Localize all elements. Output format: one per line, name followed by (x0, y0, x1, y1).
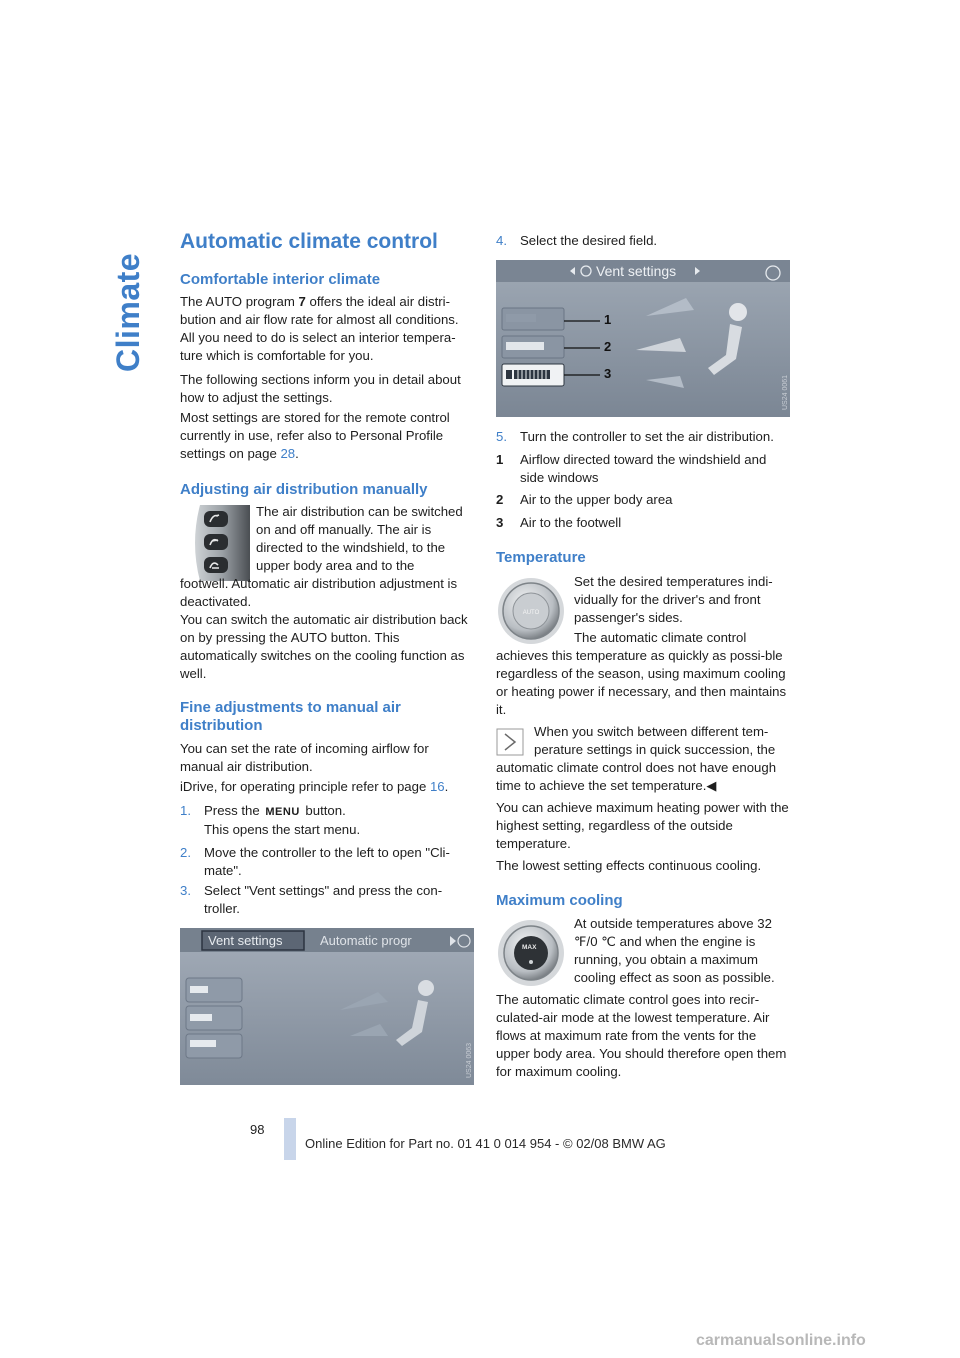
item-1: 1 Airflow directed toward the windshield and side windows (496, 452, 767, 485)
watermark: carmanualsonline.info (696, 1332, 866, 1349)
paragraph-air-distribution-b: footwell. Automatic air distribution adjustment is deactivated. (180, 576, 458, 609)
callout-1: 1 (604, 312, 612, 327)
air-distribution-buttons-image (190, 505, 250, 581)
paragraph-idrive: iDrive, for operating principle refer to page 16. (180, 779, 449, 794)
screen-tab-automatic-program: Automatic progr (320, 933, 412, 948)
step-3: 3. Select "Vent settings" and press the con-troller. (180, 883, 443, 916)
step-5: 5. Turn the controller to set the air distribution. (496, 429, 774, 444)
menu-button-label: MENU (265, 806, 300, 818)
temperature-knob-image (496, 576, 566, 646)
paragraph-auto-program: The AUTO program 7 offers the ideal air distri-bution and air flow rate for almost all conditions. All you need to do is select an interior tempera-ture which is comfortable for you. (180, 294, 459, 363)
vent-settings-screen-overview (180, 928, 474, 1085)
page-number: 98 (250, 1122, 265, 1137)
chapter-title: Climate (110, 252, 146, 372)
item-2: 2 Air to the upper body area (496, 492, 673, 507)
screen-title: Vent settings (596, 263, 677, 279)
paragraph-temperature-a: Set the desired temperatures indi-vidually for the driver's and front passenger's sides. (574, 574, 773, 625)
svg-text:AUTO: AUTO (522, 610, 540, 616)
paragraph-max-heating: You can achieve maximum heating power with the highest setting, regardless of the outside temperature. (496, 800, 789, 851)
subsection-temperature: Temperature (496, 549, 586, 566)
paragraph-auto-button: You can switch the automatic air distribution back on by pressing the AUTO button. This automatically switches on the cooling function as well. (180, 612, 468, 681)
page-link-28[interactable]: 28 (280, 446, 296, 461)
end-of-note-marker: ◀ (706, 778, 717, 793)
page-number-bar (284, 1118, 296, 1160)
screen-tab-vent-settings: Vent settings (208, 933, 283, 948)
edition-footer: Online Edition for Part no. 01 41 0 014 954 - © 02/08 BMW AG (305, 1136, 666, 1151)
paragraph-air-distribution-a: The air distribution can be switched on and off manually. The air is directed to the windshield, to the upper body area and to the (256, 504, 463, 573)
subsection-fine-adjustments: Fine adjustments to manual air distribution (180, 699, 401, 734)
section-heading: Automatic climate control (180, 230, 438, 253)
paragraph-stored-settings: Most settings are stored for the remote control currently in use, refer also to Personal Profile settings on page 28. (180, 410, 450, 461)
chapter-sidebar (104, 226, 156, 378)
callout-3: 3 (604, 366, 612, 381)
step-1: 1. Press the MENU button. This opens the start menu. (180, 803, 361, 837)
paragraph-achieves-a: The automatic climate control (574, 630, 747, 645)
svg-text:US24 0063: US24 0063 (466, 1042, 473, 1078)
paragraph-recirculated-air: The automatic climate control goes into recir-culated-air mode at the lowest temperature. Air flows at maximum rate from the vents for the upper body area. You should therefore open them for maximum cooling. (496, 992, 787, 1079)
paragraph-achieves-b: achieves this temperature as quickly as possi-ble regardless of the season, using maximum cooling or heating power if necessary, and then maintains it. (496, 648, 787, 717)
paragraph-sections-info: The following sections inform you in detail about how to adjust the settings. (180, 372, 461, 405)
subsection-air-distribution: Adjusting air distribution manually (180, 481, 428, 498)
svg-text:US24 0061: US24 0061 (782, 374, 789, 410)
note-temperature-a: When you switch between different tem-perature settings in quick succession, the (534, 724, 776, 757)
callout-2: 2 (604, 339, 612, 354)
subsection-maximum-cooling: Maximum cooling (496, 892, 623, 909)
item-3: 3 Air to the footwell (496, 515, 622, 530)
step-2: 2. Move the controller to the left to open "Cli-mate". (180, 845, 450, 878)
subsection-comfortable-climate: Comfortable interior climate (180, 271, 381, 288)
paragraph-max-cooling-a: At outside temperatures above 32 ℉/0 ℃ and when the engine is running, you obtain a maximum cooling effect as soon as possible. (574, 916, 775, 985)
vent-settings-screen-selection (496, 260, 790, 417)
note-arrow-icon (496, 728, 524, 756)
note-temperature-b: automatic climate control does not have enough time to achieve the set temperature.◀ (496, 760, 777, 793)
paragraph-lowest-setting: The lowest setting effects continuous cooling. (496, 858, 762, 873)
max-cooling-knob-image (496, 918, 566, 988)
step-4: 4. Select the desired field. (496, 233, 658, 248)
page-link-16[interactable]: 16 (429, 779, 445, 794)
max-label: MAX (522, 944, 537, 951)
paragraph-airflow-rate: You can set the rate of incoming airflow for manual air distribution. (180, 741, 429, 774)
